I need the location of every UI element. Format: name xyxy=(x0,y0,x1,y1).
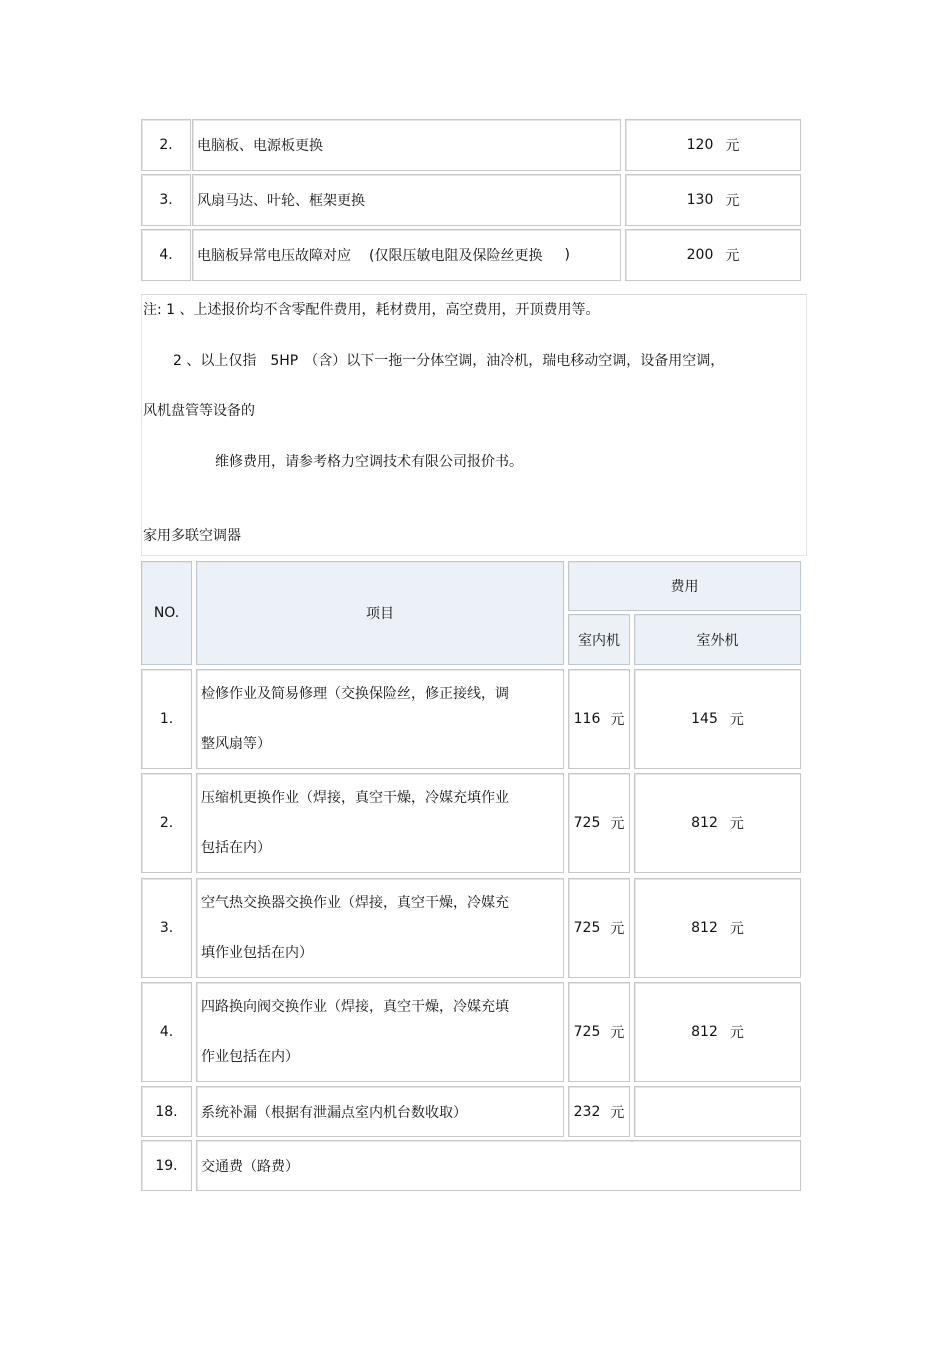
item-text-line-1: 压缩机更换作业（焊接，真空干燥，冷媒充填作业 xyxy=(201,790,509,806)
note-line-2 xyxy=(173,350,724,370)
item-text: 系统补漏（根据有泄漏点室内机台数收取） xyxy=(201,1104,467,1121)
header-no xyxy=(141,561,192,665)
indoor-price-cell xyxy=(568,982,630,1082)
price-value: 200 xyxy=(686,247,714,263)
indoor-price-cell xyxy=(568,773,630,873)
item-cell xyxy=(192,119,621,171)
header-indoor xyxy=(568,614,630,665)
outdoor-price-cell xyxy=(634,982,801,1082)
header-outdoor xyxy=(634,614,801,665)
indoor-price-cell xyxy=(568,669,630,769)
outdoor-unit: 元 xyxy=(729,712,744,728)
row-number xyxy=(141,982,192,1082)
row-number-text: 4. xyxy=(159,247,173,263)
row-number xyxy=(141,1140,192,1191)
header-no-text: NO. xyxy=(153,605,180,621)
item-cell xyxy=(192,229,621,281)
indoor-price: 116 xyxy=(573,711,601,727)
outdoor-unit: 元 xyxy=(729,1025,744,1041)
indoor-unit: 元 xyxy=(610,816,625,832)
header-item-text: 项目 xyxy=(366,606,394,622)
item-cell xyxy=(196,669,564,769)
outdoor-price-cell xyxy=(634,669,801,769)
item-cell xyxy=(196,773,564,873)
header-item xyxy=(196,561,564,665)
price-unit: 元 xyxy=(725,138,740,154)
item-text-line-1: 四路换向阀交换作业（焊接，真空干燥，冷媒充填 xyxy=(201,999,509,1015)
indoor-price-cell xyxy=(568,878,630,978)
outdoor-unit: 元 xyxy=(729,816,744,832)
note-line-3: 风机盘管等设备的 xyxy=(143,403,255,419)
indoor-unit: 元 xyxy=(610,921,625,937)
indoor-unit: 元 xyxy=(610,712,625,728)
indoor-price: 725 xyxy=(573,1024,601,1040)
item-note-text: (仅限压敏电阻及保险丝更换 xyxy=(369,248,543,264)
item-cell xyxy=(196,1140,801,1191)
price-unit: 元 xyxy=(725,248,740,264)
price-value: 130 xyxy=(686,192,714,208)
row-number xyxy=(141,878,192,978)
note-line-2-prefix: 2 、以上仅指 xyxy=(173,353,257,369)
header-outdoor-text: 室外机 xyxy=(696,632,739,649)
outdoor-price-cell xyxy=(634,1086,801,1137)
price-cell xyxy=(625,229,801,281)
note-line-1: 注: 1 、上述报价均不含零配件费用，耗材费用，高空费用，开顶费用等。 xyxy=(143,302,600,318)
item-text: 电脑板、电源板更换 xyxy=(197,138,323,154)
row-number xyxy=(141,229,191,281)
row-number xyxy=(141,1086,192,1137)
price-cell xyxy=(625,174,801,226)
item-text-line-2: 包括在内） xyxy=(201,840,271,856)
note-line-4: 维修费用，请参考格力空调技术有限公司报价书。 xyxy=(215,454,523,470)
notes-box xyxy=(141,294,807,556)
row-number-text: 2. xyxy=(159,137,173,153)
indoor-unit: 元 xyxy=(610,1025,625,1041)
note-line-2-hp: 5HP xyxy=(270,353,299,369)
row-number-text: 19. xyxy=(155,1157,178,1174)
outdoor-price: 812 xyxy=(691,920,718,936)
row-number xyxy=(141,669,192,769)
item-text-line-2: 填作业包括在内） xyxy=(201,945,313,961)
outdoor-unit: 元 xyxy=(729,921,744,937)
outdoor-price: 812 xyxy=(691,1024,718,1040)
row-number-text: 3. xyxy=(159,920,174,936)
item-cell xyxy=(192,174,621,226)
indoor-price: 232 xyxy=(573,1103,601,1120)
item-text-line-1: 检修作业及简易修理（交换保险丝，修正接线，调 xyxy=(201,686,509,702)
price-unit: 元 xyxy=(725,193,740,209)
item-cell xyxy=(196,1086,564,1137)
item-text-line-1: 空气热交换器交换作业（焊接，真空干燥，冷媒充 xyxy=(201,895,509,911)
row-number-text: 2. xyxy=(159,815,174,831)
item-text: 交通费（路费） xyxy=(201,1158,299,1175)
header-fee-text: 费用 xyxy=(670,579,699,595)
indoor-price: 725 xyxy=(573,920,601,936)
item-text-line-2: 整风扇等） xyxy=(201,736,271,752)
row-number-text: 4. xyxy=(159,1024,174,1040)
outdoor-price-cell xyxy=(634,878,801,978)
price-cell xyxy=(625,119,801,171)
item-cell xyxy=(196,878,564,978)
indoor-price: 725 xyxy=(573,815,601,831)
price-value: 120 xyxy=(686,137,714,153)
row-number-text: 18. xyxy=(155,1103,178,1120)
item-text-line-2: 作业包括在内） xyxy=(201,1049,299,1065)
row-number-text: 1. xyxy=(159,711,174,727)
note-line-2-rest: （含）以下一拖一分体空调，油冷机，瑞电移动空调，设备用空调， xyxy=(304,353,725,369)
item-text: 风扇马达、叶轮、框架更换 xyxy=(197,193,365,209)
indoor-price-cell xyxy=(568,1086,630,1137)
outdoor-price-cell xyxy=(634,773,801,873)
row-number xyxy=(141,119,191,171)
header-fee xyxy=(568,561,801,611)
outdoor-price: 812 xyxy=(691,815,718,831)
indoor-unit: 元 xyxy=(610,1104,625,1121)
row-number xyxy=(141,773,192,873)
row-number xyxy=(141,174,191,226)
section-title: 家用多联空调器 xyxy=(143,528,241,544)
header-indoor-text: 室内机 xyxy=(578,632,620,649)
item-note-close: ) xyxy=(564,247,570,263)
item-text: 电脑板异常电压故障对应 xyxy=(197,248,351,264)
row-number-text: 3. xyxy=(159,192,173,208)
item-cell xyxy=(196,982,564,1082)
outdoor-price: 145 xyxy=(691,711,718,727)
